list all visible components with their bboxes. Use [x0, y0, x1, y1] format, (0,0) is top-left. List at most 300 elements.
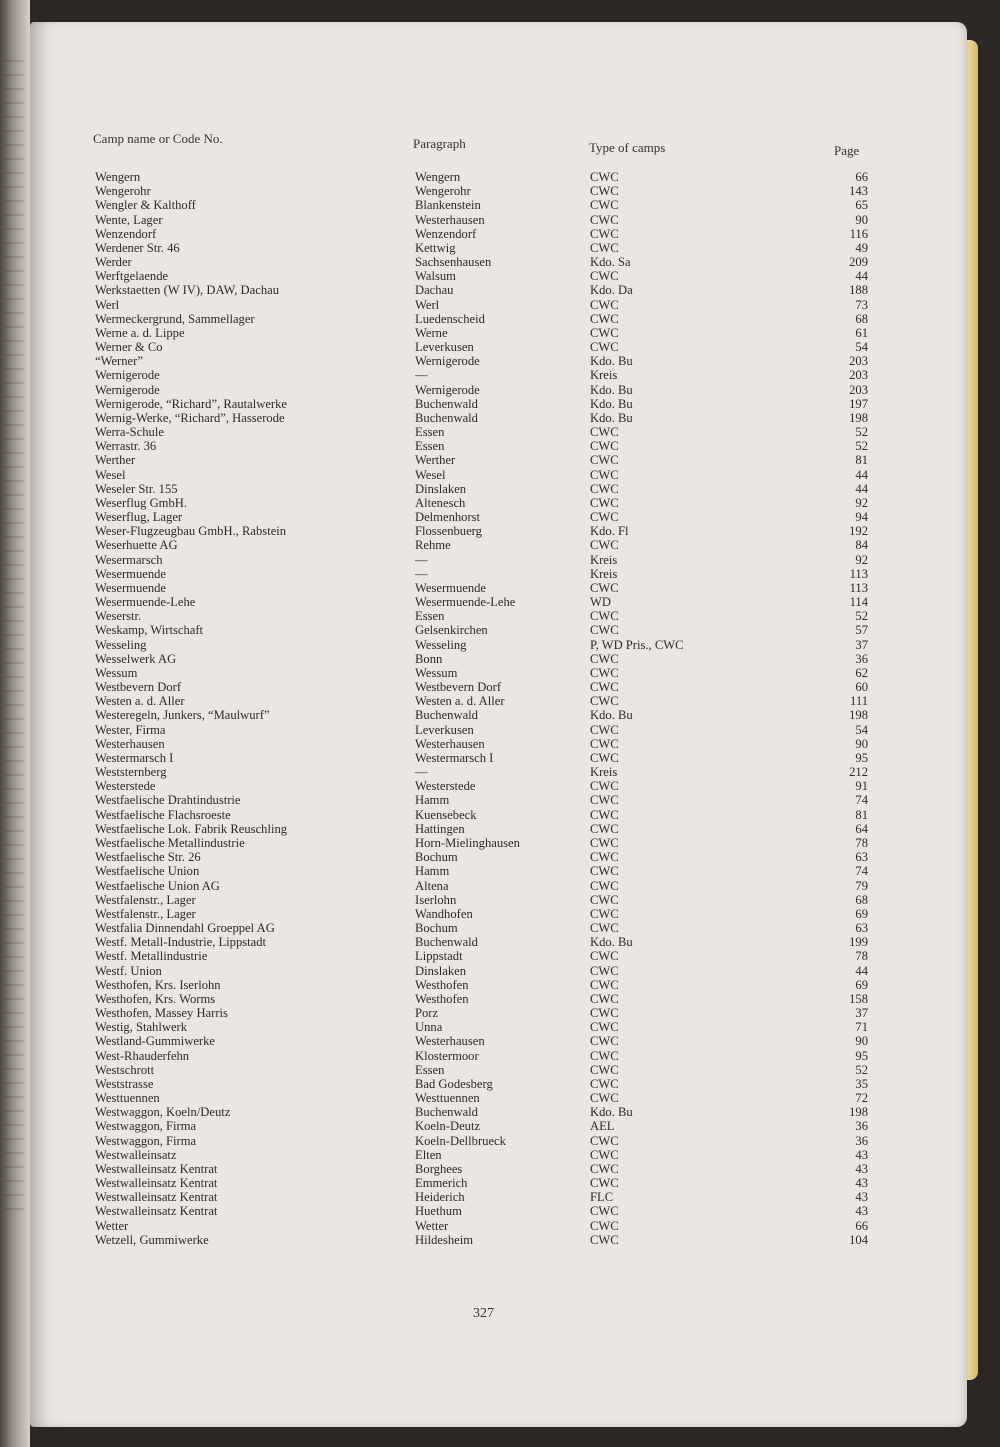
camp-name-cell: Wermeckergrund, Sammellager [95, 311, 255, 326]
type-cell: CWC [590, 821, 619, 836]
page-cell: 68 [855, 311, 868, 326]
paragraph-cell: Wernigerode [415, 382, 480, 397]
type-cell: Kreis [590, 765, 618, 780]
table-row [0, 496, 1000, 510]
table-row [0, 921, 1000, 935]
type-cell: CWC [590, 1161, 619, 1176]
table-row [0, 1006, 1000, 1020]
camp-name-cell: Westf. Metall-Industrie, Lippstadt [95, 935, 267, 950]
table-row [0, 595, 1000, 609]
camp-name-cell: Westhofen, Krs. Worms [95, 991, 216, 1006]
page-number: 327 [473, 1306, 494, 1321]
table-row [0, 1233, 1000, 1247]
table-row [0, 269, 1000, 283]
camp-name-cell: Westen a. d. Aller [95, 694, 185, 709]
table-row [0, 907, 1000, 921]
table-row [0, 680, 1000, 694]
type-cell: CWC [590, 1020, 619, 1035]
table-row [0, 935, 1000, 949]
page-cell: 35 [855, 1076, 868, 1091]
camp-name-cell: Westschrott [95, 1062, 155, 1077]
paragraph-cell: Hattingen [415, 821, 465, 836]
paragraph-cell: Dinslaken [415, 963, 467, 978]
table-row [0, 468, 1000, 482]
page-cell: 36 [855, 1133, 868, 1148]
type-cell: CWC [590, 1091, 619, 1106]
table-row [0, 836, 1000, 850]
table-row [0, 184, 1000, 198]
type-cell: CWC [590, 538, 619, 553]
table-row [0, 354, 1000, 368]
type-cell: CWC [590, 736, 619, 751]
camp-name-cell: Wernigerode [95, 368, 160, 383]
page-cell: 158 [849, 991, 868, 1006]
type-cell: CWC [590, 1034, 619, 1049]
camp-name-cell: Weststrasse [95, 1076, 154, 1091]
page-cell: 66 [855, 1218, 868, 1233]
header-paragraph: Paragraph [413, 136, 466, 151]
paragraph-cell: Wenzendorf [415, 226, 477, 241]
page-cell: 43 [855, 1161, 868, 1176]
page-cell: 90 [855, 212, 868, 227]
camp-name-cell: Weserflug, Lager [95, 510, 183, 525]
camp-name-cell: Westfaelische Union AG [95, 878, 220, 893]
camp-name-cell: Westwalleinsatz Kentrat [95, 1190, 218, 1205]
page-cell: 95 [855, 1048, 868, 1063]
camp-name-cell: Westf. Metallindustrie [95, 949, 208, 964]
page-cell: 203 [849, 382, 868, 397]
page-cell: 65 [855, 198, 868, 213]
paragraph-cell: Gelsenkirchen [415, 623, 488, 638]
table-row [0, 779, 1000, 793]
page-cell: 203 [849, 368, 868, 383]
page-cell: 92 [855, 495, 868, 510]
camp-name-cell: Westerstede [95, 779, 156, 794]
paragraph-cell: Sachsenhausen [415, 255, 492, 270]
type-cell: CWC [590, 779, 619, 794]
page-cell: 116 [849, 226, 868, 241]
camp-name-cell: Wesermarsch [95, 552, 163, 567]
paragraph-cell: Westhofen [415, 991, 469, 1006]
camp-name-cell: Westwaggon, Firma [95, 1133, 197, 1148]
table-row [0, 1105, 1000, 1119]
type-cell: CWC [590, 1176, 619, 1191]
camp-name-cell: Wetzell, Gummiwerke [95, 1232, 209, 1247]
paragraph-cell: — [415, 566, 428, 581]
page-cell: 81 [855, 453, 868, 468]
paragraph-cell: Dachau [415, 283, 454, 298]
type-cell: CWC [590, 680, 619, 695]
page-cell: 63 [855, 850, 868, 865]
type-cell: CWC [590, 184, 619, 199]
type-cell: CWC [590, 510, 619, 525]
paragraph-cell: Heiderich [415, 1190, 465, 1205]
camp-name-cell: Wenzendorf [95, 226, 157, 241]
type-cell: Kdo. Bu [590, 396, 633, 411]
paragraph-cell: Dinslaken [415, 481, 467, 496]
paragraph-cell: Essen [415, 1062, 445, 1077]
type-cell: CWC [590, 850, 619, 865]
header-camp-name: Camp name or Code No. [93, 131, 223, 146]
table-row [0, 793, 1000, 807]
page-cell: 104 [849, 1232, 868, 1247]
type-cell: Kdo. Bu [590, 1105, 633, 1120]
paragraph-cell: Hamm [415, 793, 450, 808]
paragraph-cell: — [415, 765, 428, 780]
type-cell: CWC [590, 439, 619, 454]
page-cell: 69 [855, 906, 868, 921]
paragraph-cell: Buchenwald [415, 396, 478, 411]
table-row [0, 510, 1000, 524]
paragraph-cell: Wetter [415, 1218, 449, 1233]
camp-name-cell: Wesseling [95, 637, 147, 652]
paragraph-cell: Rehme [415, 538, 451, 553]
paragraph-cell: Borghees [415, 1161, 463, 1176]
paragraph-cell: Essen [415, 609, 445, 624]
paragraph-cell: Bochum [415, 850, 458, 865]
paragraph-cell: Koeln-Deutz [415, 1119, 481, 1134]
type-cell: CWC [590, 651, 619, 666]
type-cell: CWC [590, 807, 619, 822]
paragraph-cell: Wandhofen [415, 906, 473, 921]
table-row [0, 1190, 1000, 1204]
page-cell: 44 [855, 467, 868, 482]
table-row [0, 992, 1000, 1006]
paragraph-cell: Emmerich [415, 1176, 468, 1191]
table-row [0, 581, 1000, 595]
camp-name-cell: Westwalleinsatz Kentrat [95, 1176, 218, 1191]
table-row [0, 822, 1000, 836]
type-cell: CWC [590, 425, 619, 440]
table-row [0, 666, 1000, 680]
page-cell: 209 [849, 255, 868, 270]
type-cell: CWC [590, 297, 619, 312]
table-row [0, 1176, 1000, 1190]
paragraph-cell: Westermarsch I [415, 750, 494, 765]
page-cell: 74 [855, 793, 868, 808]
page-cell: 199 [849, 935, 868, 950]
table-row [0, 397, 1000, 411]
table-row [0, 964, 1000, 978]
table-row [0, 425, 1000, 439]
camp-name-cell: Weseler Str. 155 [95, 481, 178, 496]
paragraph-cell: Wengerohr [415, 184, 471, 199]
page-cell: 114 [849, 595, 868, 610]
table-row [0, 694, 1000, 708]
type-cell: CWC [590, 481, 619, 496]
paragraph-cell: Horn-Mielinghausen [415, 835, 520, 850]
paragraph-cell: Unna [415, 1020, 443, 1035]
page-cell: 212 [849, 765, 868, 780]
camp-name-cell: Wester, Firma [95, 722, 166, 737]
table-row [0, 567, 1000, 581]
page-cell: 94 [855, 510, 868, 525]
page-cell: 197 [849, 396, 868, 411]
paragraph-cell: Iserlohn [415, 892, 457, 907]
type-cell: Kdo. Bu [590, 935, 633, 950]
camp-name-cell: Westfaelische Lok. Fabrik Reuschling [95, 821, 288, 836]
type-cell: CWC [590, 340, 619, 355]
camp-name-cell: “Werner” [95, 354, 143, 369]
page-cell: 60 [855, 680, 868, 695]
table-row [0, 383, 1000, 397]
page-cell: 192 [849, 524, 868, 539]
camp-name-cell: Werftgelaende [95, 269, 169, 284]
paragraph-cell: Wesermuende-Lehe [415, 595, 516, 610]
paragraph-cell: Werne [415, 325, 448, 340]
camp-name-cell: Westfaelische Flachsroeste [95, 807, 231, 822]
camp-name-cell: Wesermuende [95, 580, 167, 595]
camp-name-cell: Westerhausen [95, 736, 165, 751]
page-cell: 49 [855, 240, 868, 255]
paragraph-cell: Porz [415, 1006, 439, 1021]
page-cell: 72 [855, 1091, 868, 1106]
page-cell: 43 [855, 1190, 868, 1205]
type-cell: CWC [590, 977, 619, 992]
page-cell: 36 [855, 651, 868, 666]
paragraph-cell: Westtuennen [415, 1091, 480, 1106]
type-cell: CWC [590, 892, 619, 907]
camp-name-cell: Werkstaetten (W IV), DAW, Dachau [95, 283, 280, 298]
type-cell: CWC [590, 623, 619, 638]
paragraph-cell: Huethum [415, 1204, 462, 1219]
camp-name-cell: Werder [95, 255, 132, 270]
page-cell: 37 [855, 1006, 868, 1021]
type-cell: CWC [590, 1133, 619, 1148]
camp-name-cell: Westtuennen [95, 1091, 160, 1106]
type-cell: Kreis [590, 368, 618, 383]
paragraph-cell: Westerstede [415, 779, 476, 794]
page-cell: 78 [855, 835, 868, 850]
type-cell: CWC [590, 311, 619, 326]
camp-name-cell: Weser-Flugzeugbau GmbH., Rabstein [95, 524, 287, 539]
type-cell: CWC [590, 1232, 619, 1247]
page-cell: 113 [849, 580, 868, 595]
page-cell: 198 [849, 708, 868, 723]
type-cell: CWC [590, 609, 619, 624]
paragraph-cell: Westerhausen [415, 1034, 485, 1049]
paragraph-cell: Altenesch [415, 495, 466, 510]
table-row [0, 723, 1000, 737]
page-cell: 73 [855, 297, 868, 312]
paragraph-cell: — [415, 552, 428, 567]
page-cell: 43 [855, 1204, 868, 1219]
table-row [0, 298, 1000, 312]
page-cell: 68 [855, 892, 868, 907]
type-cell: CWC [590, 750, 619, 765]
type-cell: CWC [590, 1204, 619, 1219]
page-cell: 71 [855, 1020, 868, 1035]
page-cell: 92 [855, 552, 868, 567]
type-cell: CWC [590, 1218, 619, 1233]
paragraph-cell: Bochum [415, 921, 458, 935]
paragraph-cell: Altena [415, 878, 449, 893]
camp-name-cell: Weserhuette AG [95, 538, 178, 553]
page-cell: 54 [855, 722, 868, 737]
table-row [0, 524, 1000, 538]
type-cell: WD [590, 595, 611, 610]
camp-name-cell: Westfalenstr., Lager [95, 906, 196, 921]
camp-name-cell: Westbevern Dorf [95, 680, 182, 695]
table-row [0, 553, 1000, 567]
page-cell: 188 [849, 283, 868, 298]
page-cell: 113 [849, 566, 868, 581]
table-row [0, 340, 1000, 354]
table-row [0, 1119, 1000, 1133]
type-cell: CWC [590, 1006, 619, 1021]
camp-name-cell: Wengler & Kalthoff [95, 198, 196, 213]
header-page: Page [834, 143, 860, 158]
camp-name-cell: Weserflug GmbH. [95, 495, 188, 510]
table-row [0, 808, 1000, 822]
camp-name-cell: Wengern [95, 170, 141, 184]
paragraph-cell: Wernigerode [415, 354, 480, 369]
paragraph-cell: Westhofen [415, 977, 469, 992]
type-cell: CWC [590, 949, 619, 964]
type-cell: CWC [590, 467, 619, 482]
page-cell: 84 [855, 538, 868, 553]
type-cell: CWC [590, 665, 619, 680]
page-cell: 143 [849, 184, 868, 199]
page-cell: 90 [855, 1034, 868, 1049]
table-row [0, 439, 1000, 453]
camp-name-cell: Wesermuende-Lehe [95, 595, 196, 610]
page-cell: 37 [855, 637, 868, 652]
paragraph-cell: Westen a. d. Aller [415, 694, 505, 709]
type-cell: P, WD Pris., CWC [590, 637, 684, 652]
paragraph-cell: Walsum [415, 269, 456, 284]
paragraph-cell: Flossenbuerg [415, 524, 482, 539]
camp-name-cell: Westwalleinsatz [95, 1147, 177, 1162]
page-cell: 57 [855, 623, 868, 638]
camp-name-cell: Werther [95, 453, 136, 468]
paragraph-cell: Kuensebeck [415, 807, 477, 822]
type-cell: CWC [590, 495, 619, 510]
camp-name-cell: Westfaelische Drahtindustrie [95, 793, 241, 808]
table-row [0, 283, 1000, 297]
camp-name-cell: Wetter [95, 1218, 129, 1233]
table-row [0, 708, 1000, 722]
type-cell: CWC [590, 1076, 619, 1091]
table-row [0, 864, 1000, 878]
type-cell: Kdo. Bu [590, 382, 633, 397]
camp-name-cell: Wernig-Werke, “Richard”, Hasserode [95, 410, 285, 425]
paragraph-cell: Delmenhorst [415, 510, 481, 525]
camp-name-cell: Westfaelische Metallindustrie [95, 835, 245, 850]
table-row [0, 1077, 1000, 1091]
camp-name-cell: Werra-Schule [95, 425, 164, 440]
page-cell: 91 [855, 779, 868, 794]
table-row [0, 1219, 1000, 1233]
camp-name-cell: Weststernberg [95, 765, 167, 780]
type-cell: CWC [590, 694, 619, 709]
paragraph-cell: Elten [415, 1147, 442, 1162]
table-row [0, 879, 1000, 893]
page-cell: 198 [849, 1105, 868, 1120]
camp-name-cell: Westermarsch I [95, 750, 174, 765]
table-row [0, 751, 1000, 765]
paragraph-cell: Wesseling [415, 637, 467, 652]
type-cell: CWC [590, 580, 619, 595]
type-cell: CWC [590, 835, 619, 850]
table-row [0, 241, 1000, 255]
camp-name-cell: Westfaelische Str. 26 [95, 850, 201, 865]
type-cell: CWC [590, 906, 619, 921]
page-cell: 203 [849, 354, 868, 369]
table-row [0, 1134, 1000, 1148]
type-cell: Kdo. Da [590, 283, 633, 298]
paragraph-cell: — [415, 368, 428, 383]
page-cell: 63 [855, 921, 868, 935]
paragraph-cell: Buchenwald [415, 935, 478, 950]
type-cell: CWC [590, 226, 619, 241]
table-row [0, 198, 1000, 212]
page-cell: 44 [855, 963, 868, 978]
table-row [0, 893, 1000, 907]
page-cell: 62 [855, 665, 868, 680]
page-cell: 111 [850, 694, 868, 709]
table-row [0, 1063, 1000, 1077]
type-cell: CWC [590, 453, 619, 468]
camp-name-cell: Wesselwerk AG [95, 651, 177, 666]
page-cell: 90 [855, 736, 868, 751]
table-row [0, 949, 1000, 963]
page-cell: 44 [855, 269, 868, 284]
paragraph-cell: Wesel [415, 467, 446, 482]
type-cell: Kdo. Sa [590, 255, 631, 270]
page-cell: 66 [855, 170, 868, 184]
type-cell: CWC [590, 1147, 619, 1162]
page-cell: 79 [855, 878, 868, 893]
camp-name-cell: Werrastr. 36 [95, 439, 157, 454]
paragraph-cell: Bonn [415, 651, 443, 666]
table-row [0, 482, 1000, 496]
paragraph-cell: Wengern [415, 170, 461, 184]
paragraph-cell: Westbevern Dorf [415, 680, 502, 695]
camp-name-cell: Westf. Union [95, 963, 162, 978]
table-row [0, 623, 1000, 637]
paragraph-cell: Klostermoor [415, 1048, 479, 1063]
table-row [0, 1162, 1000, 1176]
camp-name-cell: Westwalleinsatz Kentrat [95, 1161, 218, 1176]
table-row [0, 255, 1000, 269]
page-cell: 81 [855, 807, 868, 822]
paragraph-cell: Lippstadt [415, 949, 463, 964]
type-cell: CWC [590, 240, 619, 255]
table-row [0, 609, 1000, 623]
type-cell: CWC [590, 878, 619, 893]
table-row [0, 850, 1000, 864]
page-cell: 69 [855, 977, 868, 992]
page-cell: 43 [855, 1147, 868, 1162]
type-cell: Kdo. Bu [590, 708, 633, 723]
table-row [0, 312, 1000, 326]
table-row [0, 1034, 1000, 1048]
camp-name-cell: Weserstr. [95, 609, 142, 624]
table-row [0, 765, 1000, 779]
page-cell: 95 [855, 750, 868, 765]
camp-name-cell: Wesermuende [95, 566, 167, 581]
type-cell: CWC [590, 864, 619, 879]
type-cell: CWC [590, 1062, 619, 1077]
table-row [0, 652, 1000, 666]
camp-name-cell: Westwaggon, Koeln/Deutz [95, 1105, 231, 1120]
table-row [0, 213, 1000, 227]
type-cell: CWC [590, 212, 619, 227]
paragraph-cell: Luedenscheid [415, 311, 485, 326]
page-cell: 52 [855, 609, 868, 624]
paragraph-cell: Koeln-Dellbrueck [415, 1133, 506, 1148]
